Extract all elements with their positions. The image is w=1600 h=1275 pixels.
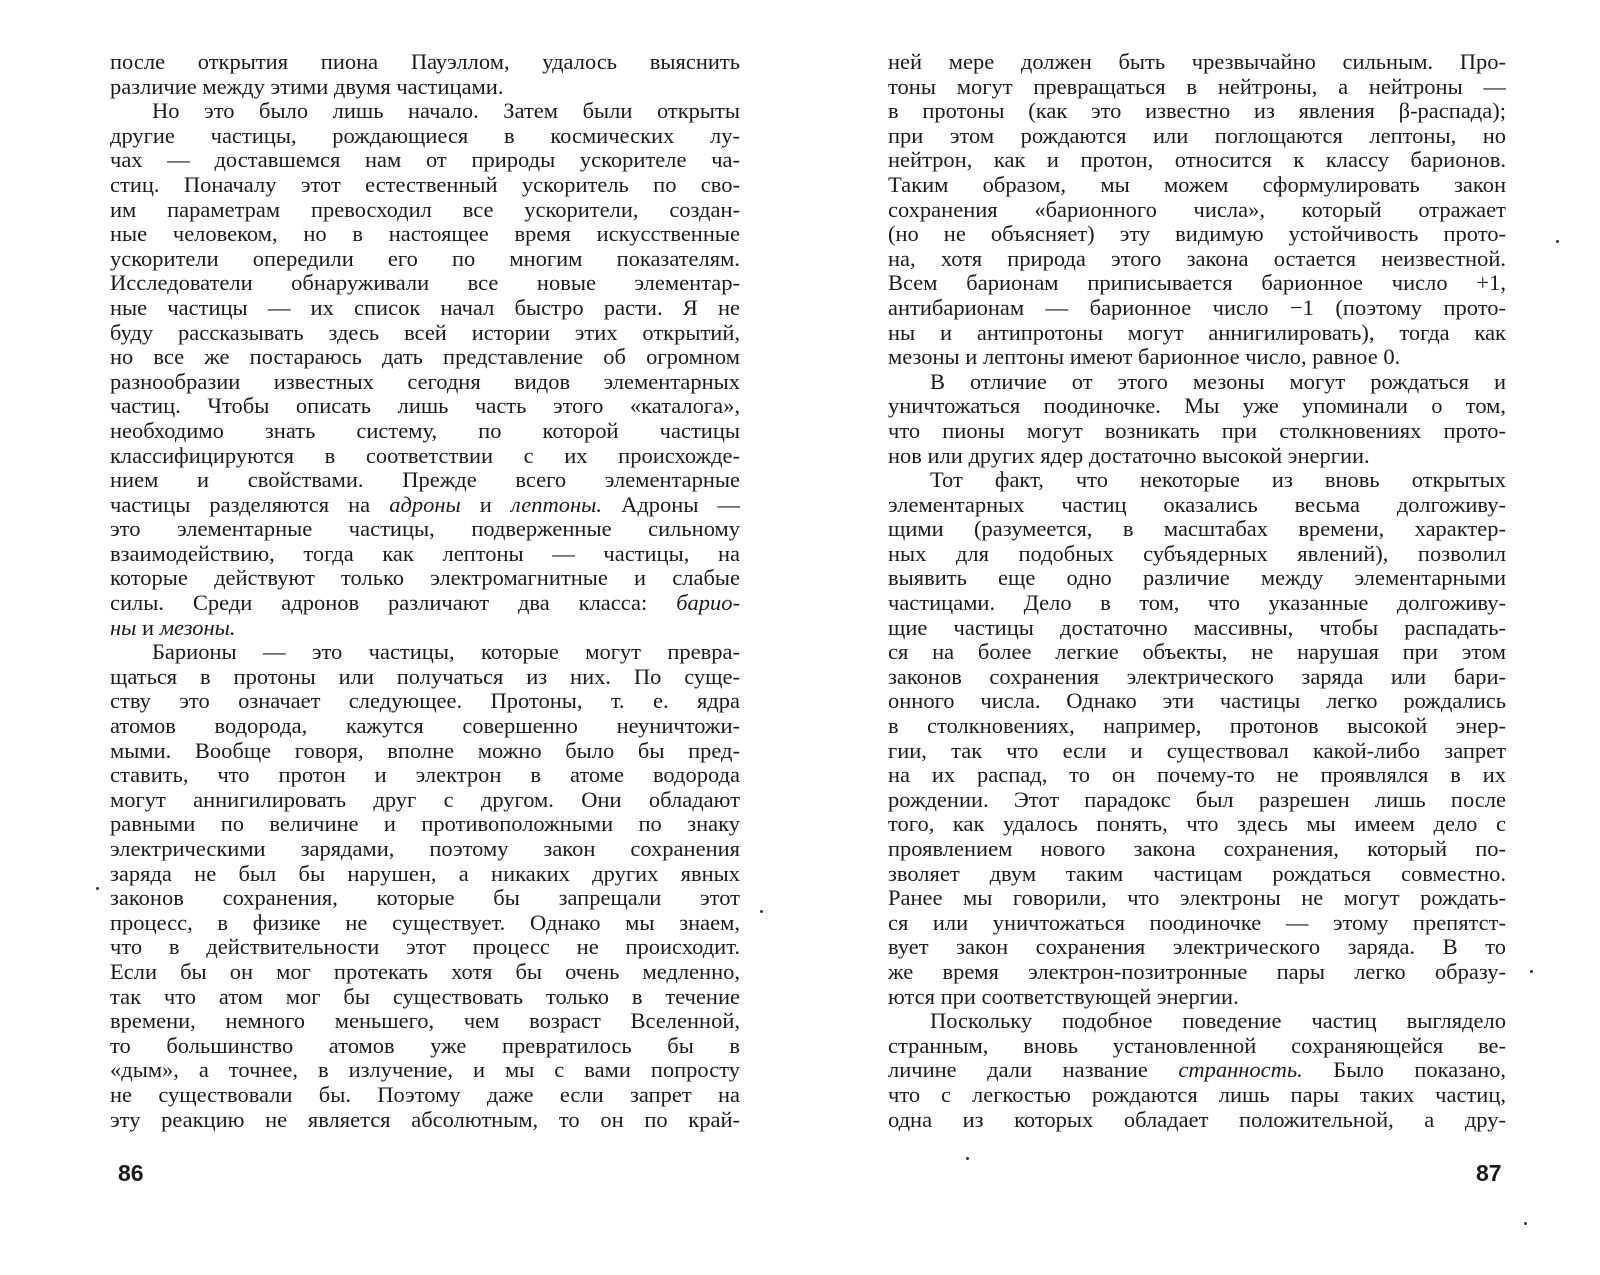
text-line: проявлением нового закона сохранения, который по- (888, 837, 1506, 861)
text-line: нием и свойствами. Прежде всего элементарные (110, 468, 740, 493)
text-line: Поскольку подобное поведение частиц выглядело (930, 1009, 1506, 1034)
text-line: так что атом мог бы существовать только в течение (110, 984, 740, 1009)
text-line: сохранения «барионного числа», который отражает (888, 197, 1506, 222)
text-line: ны и мезоны. (110, 615, 236, 640)
text-line: Таким образом, мы можем сформулировать закон (888, 172, 1506, 197)
text-line: Если бы он мог протекать хотя бы очень медленно, (110, 959, 740, 984)
text-line: необходимо знать систему, по которой частицы (110, 418, 740, 443)
text-line: странным, вновь установленной сохраняющейся ве- (888, 1033, 1506, 1058)
text-line: на, хотя природа этого закона остается неизвестной. (888, 246, 1506, 271)
text-line: различие между этими двумя частицами. (110, 74, 504, 99)
text-line: ускорители опередили его по многим показателям. (110, 246, 740, 271)
text-line: Всем барионам приписывается барионное число +1, (888, 271, 1506, 296)
text-line: мезоны и лептоны имеют барионное число, равное 0. (888, 345, 1401, 370)
right-page (888, 50, 1506, 1132)
right-page-number: 87 (1476, 1160, 1502, 1186)
text-line: элементарных частиц оказались весьма долгоживу- (888, 492, 1506, 517)
text-line: ные частицы — их список начал быстро расти. Я не (110, 295, 740, 320)
text-line: антибарионам — барионное число −1 (поэтому прото- (888, 295, 1506, 320)
text-line: после открытия пиона Пауэллом, удалось выяснить (110, 50, 740, 74)
text-line: что с легкостью рождаются лишь пары таких частиц, (888, 1082, 1506, 1107)
right-page-text (888, 50, 1506, 1132)
text-line: заряда не был бы нарушен, а никаких других явных (110, 861, 740, 886)
text-line: Тот факт, что некоторые из вновь открытых (930, 468, 1506, 493)
text-line: В отличие от этого мезоны могут рождаться и (930, 369, 1506, 394)
text-line: ся или уничтожаться поодиночке — этому препятст- (888, 910, 1506, 935)
text-line: что пионы могут возникать при столкновениях прото- (888, 418, 1506, 443)
text-line: на их распад, то он почему-то не проявлялся в их (888, 763, 1506, 788)
text-line: гии, так что если и существовал какой-либо запрет (888, 738, 1506, 763)
text-line: того, как удалось понять, что здесь мы имеем дело с (888, 812, 1506, 837)
text-line: равными по величине и противоположными по знаку (110, 812, 740, 837)
text-line: уничтожаться поодиночке. Мы уже упоминали о том, (888, 394, 1506, 419)
text-line: силы. Среди адронов различают два класса: барио- (110, 591, 740, 616)
text-line: то большинство атомов уже превратилось бы в (110, 1033, 740, 1058)
text-line: частицы разделяются на адроны и лептоны. Адроны — (110, 492, 740, 517)
text-line: ству это означает следующее. Протоны, т. е. ядра (110, 689, 740, 714)
text-line: личине дали название странность. Было показано, (888, 1058, 1506, 1083)
scan-speck (966, 1157, 969, 1160)
text-line: Ранее мы говорили, что электроны не могут рождать- (888, 886, 1506, 911)
text-line: законов сохранения, которые бы запрещали этот (110, 886, 740, 911)
text-line: времени, немного меньшего, чем возраст Вселенной, (110, 1009, 740, 1034)
text-line: нов или других ядер достаточно высокой энергии. (888, 443, 1370, 468)
text-line: онного числа. Однако эти частицы легко рождались (888, 689, 1506, 714)
text-line: щие частицы достаточно массивны, чтобы распадать- (888, 615, 1506, 640)
text-line: Но это было лишь начало. Затем были открыты (152, 99, 740, 124)
text-line: процесс, в физике не существует. Однако мы знаем, (110, 910, 740, 935)
text-line: ются при соответствующей энергии. (888, 984, 1239, 1009)
text-line: могут аннигилировать друг с другом. Они обладают (110, 787, 740, 812)
text-line: но все же постараюсь дать представление об огромном (110, 345, 740, 370)
text-line: ставить, что протон и электрон в атоме водорода (110, 763, 740, 788)
left-page (110, 50, 740, 1132)
text-line: (но не объясняет) эту видимую устойчивость прото- (888, 222, 1506, 247)
scan-speck (1556, 240, 1559, 243)
text-line: рождении. Этот парадокс был разрешен лишь после (888, 787, 1506, 812)
text-line: разнообразии известных сегодня видов элементарных (110, 369, 740, 394)
text-line: в столкновениях, например, протонов высокой энер- (888, 714, 1506, 739)
text-line: стиц. Поначалу этот естественный ускоритель по сво- (110, 172, 740, 197)
text-line: частиц. Чтобы описать лишь часть этого «каталога», (110, 394, 740, 419)
scan-speck (96, 887, 99, 890)
text-line: зволяет двум таким частицам рождаться совместно. (888, 861, 1506, 886)
text-line: не существовали бы. Поэтому даже если запрет на (110, 1082, 740, 1107)
text-line: вует закон сохранения электрического заряда. В то (888, 935, 1506, 960)
scan-speck (1530, 970, 1533, 973)
text-line: которые действуют только электромагнитные и слабые (110, 566, 740, 591)
text-line: в протоны (как это известно из явления β-распада); (888, 99, 1506, 124)
text-line: тоны могут превращаться в нейтроны, а нейтроны — (888, 74, 1506, 99)
text-line: взаимодействию, тогда как лептоны — частицы, на (110, 541, 740, 566)
text-line: атомов водорода, кажутся совершенно неуничтожи- (110, 714, 740, 739)
left-page-number: 86 (118, 1160, 144, 1186)
text-line: «дым», а точнее, в излучение, и мы с вами попросту (110, 1058, 740, 1083)
text-line: эту реакцию не является абсолютным, то он по край- (110, 1107, 740, 1132)
text-line: это элементарные частицы, подверженные сильному (110, 517, 740, 542)
text-line: щими (разумеется, в масштабах времени, характер- (888, 517, 1506, 542)
text-line: законов сохранения электрического заряда или бари- (888, 664, 1506, 689)
scan-speck (1524, 1222, 1527, 1225)
text-line: при этом рождаются или поглощаются лептоны, но (888, 123, 1506, 148)
text-line: буду рассказывать здесь всей истории этих открытий, (110, 320, 740, 345)
text-line: классифицируются в соответствии с их происхожде- (110, 443, 740, 468)
text-line: ные человеком, но в настоящее время искусственные (110, 222, 740, 247)
text-line: ней мере должен быть чрезвычайно сильным. Про- (888, 50, 1506, 74)
text-line: выявить еще одно различие между элементарными (888, 566, 1506, 591)
text-line: ных для подобных субъядерных явлений), позволил (888, 541, 1506, 566)
text-line: Барионы — это частицы, которые могут превра- (152, 640, 740, 665)
text-line: ся на более легкие объекты, не нарушая при этом (888, 640, 1506, 665)
text-line: электрическими зарядами, поэтому закон сохранения (110, 837, 740, 861)
text-line: им параметрам превосходил все ускорители, создан- (110, 197, 740, 222)
text-line: что в действительности этот процесс не происходит. (110, 935, 740, 960)
text-line: частицами. Дело в том, что указанные долгоживу- (888, 591, 1506, 616)
text-line: щаться в протоны или получаться из них. По суще- (110, 664, 740, 689)
scan-speck (760, 910, 763, 913)
text-line: другие частицы, рождающиеся в космических лу- (110, 123, 740, 148)
text-line: Исследователи обнаруживали все новые элементар- (110, 271, 740, 296)
text-line: ны и антипротоны могут аннигилировать), тогда как (888, 320, 1506, 345)
text-line: чах — доставшемся нам от природы ускорителе ча- (110, 148, 740, 173)
text-line: мыми. Вообще говоря, вполне можно было бы пред- (110, 738, 740, 763)
text-line: нейтрон, как и протон, относится к классу барионов. (888, 148, 1506, 173)
text-line: же время электрон-позитронные пары легко образу- (888, 959, 1506, 984)
left-page-text (110, 50, 740, 1132)
text-line: одна из которых обладает положительной, а дру- (888, 1107, 1506, 1132)
